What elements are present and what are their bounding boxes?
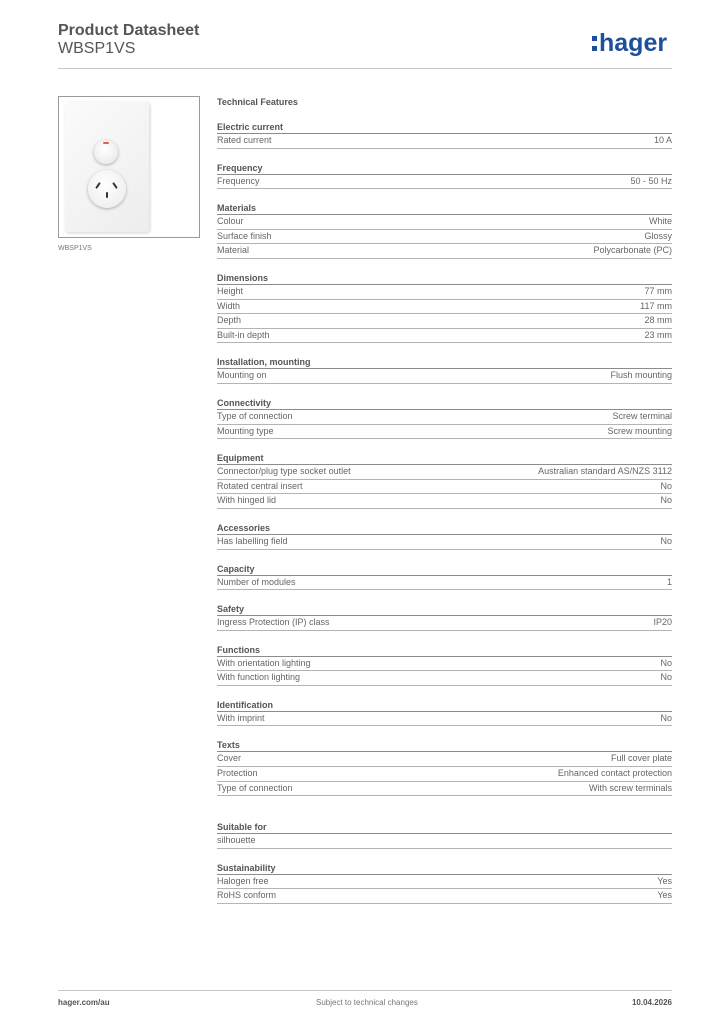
- spec-label: Frequency: [217, 175, 260, 186]
- socket-pin-earth: [106, 192, 108, 198]
- spec-label: Mounting type: [217, 425, 274, 436]
- spec-label: Halogen free: [217, 875, 269, 886]
- spec-group-title: Frequency: [217, 162, 672, 175]
- spec-group-title: Electric current: [217, 121, 672, 134]
- spec-row: [217, 329, 672, 344]
- brand-wordmark: hager: [599, 29, 668, 57]
- spec-group: [217, 272, 672, 343]
- spec-row: [217, 244, 672, 259]
- spec-value: No: [660, 535, 672, 546]
- spec-label: Number of modules: [217, 576, 296, 587]
- technical-features: [217, 96, 672, 904]
- spec-row: [217, 752, 672, 767]
- spec-group: [217, 202, 672, 259]
- spec-group-title: Connectivity: [217, 397, 672, 410]
- spec-group-title: Safety: [217, 603, 672, 616]
- spec-value: 117 mm: [640, 300, 672, 311]
- spec-group-title: Accessories: [217, 522, 672, 535]
- spec-label: With imprint: [217, 712, 265, 723]
- spec-group: [217, 121, 672, 149]
- spec-row: [217, 875, 672, 890]
- spec-label: Cover: [217, 753, 242, 764]
- spec-label: Type of connection: [217, 782, 293, 793]
- spec-row: [217, 712, 672, 727]
- spec-groups: [217, 121, 672, 904]
- spec-group-title: Identification: [217, 699, 672, 712]
- spec-value: 10 A: [653, 135, 672, 145]
- spec-label: Material: [217, 245, 250, 256]
- spec-group-title: Dimensions: [217, 272, 672, 285]
- footer-website: hager.com/au: [58, 998, 110, 1007]
- spec-label: Protection: [217, 768, 258, 779]
- spec-row: [217, 465, 672, 480]
- spec-row: [217, 175, 672, 190]
- spec-group-title: Equipment: [217, 452, 672, 465]
- spec-group: [217, 739, 672, 796]
- spec-label: Surface finish: [217, 230, 272, 241]
- spec-group: [217, 563, 672, 591]
- spec-value: 50 - 50 Hz: [630, 175, 672, 186]
- spec-row: [217, 671, 672, 686]
- switch-indicator-graphic: [103, 142, 109, 144]
- spec-value: No: [660, 495, 672, 506]
- spec-row: [217, 425, 672, 440]
- spec-row: [217, 134, 672, 149]
- spec-group: [217, 603, 672, 631]
- socket-pin-right: [112, 182, 118, 189]
- spec-value: No: [660, 480, 672, 491]
- footer-divider: [58, 990, 672, 991]
- spec-label: Width: [217, 300, 241, 311]
- spec-row: [217, 616, 672, 631]
- spec-label: Rated current: [217, 135, 272, 145]
- spec-label: With function lighting: [217, 672, 301, 683]
- spec-value: White: [648, 216, 672, 227]
- spec-value: Yes: [657, 875, 672, 886]
- spec-value: Screw terminal: [612, 410, 672, 421]
- spec-row: [217, 300, 672, 315]
- switch-button-graphic: [94, 140, 118, 164]
- spec-group-title: Functions: [217, 644, 672, 657]
- spec-group-title: Suitable for: [217, 821, 672, 834]
- spec-value: 1: [666, 576, 672, 587]
- footer-date: 10.04.2026: [631, 998, 672, 1007]
- spec-value: Yes: [657, 890, 672, 901]
- spec-value: 77 mm: [644, 285, 672, 296]
- spec-value: Full cover plate: [610, 753, 672, 764]
- product-image: [58, 96, 200, 238]
- spec-group: [217, 356, 672, 384]
- spec-group-title: Texts: [217, 739, 672, 752]
- spec-label: Depth: [217, 315, 242, 326]
- spec-label: Connector/plug type socket outlet: [217, 466, 351, 477]
- spec-label: RoHS conform: [217, 890, 277, 901]
- spec-group: [217, 644, 672, 686]
- spec-label: Has labelling field: [217, 535, 288, 546]
- page-title: Product Datasheet: [58, 22, 200, 39]
- spec-row: [217, 230, 672, 245]
- spec-group: [217, 397, 672, 439]
- spec-row: [217, 215, 672, 230]
- spec-value: No: [660, 672, 672, 683]
- spec-group: [217, 522, 672, 550]
- spec-group: [217, 162, 672, 190]
- spec-group-title: Capacity: [217, 563, 672, 576]
- spec-label: With hinged lid: [217, 495, 277, 506]
- spec-label: Type of connection: [217, 410, 293, 421]
- spec-value: IP20: [653, 617, 672, 628]
- spec-value: No: [660, 712, 672, 723]
- spec-value: Enhanced contact protection: [557, 768, 672, 779]
- spec-row: [217, 285, 672, 300]
- spec-value: 28 mm: [644, 315, 672, 326]
- spec-row: [217, 834, 672, 849]
- spec-row: [217, 369, 672, 384]
- socket-outlet-graphic: [88, 170, 126, 208]
- spec-label: Height: [217, 285, 244, 296]
- technical-features-heading: Technical Features: [217, 97, 298, 107]
- spec-group-title: Materials: [217, 202, 672, 215]
- spec-label: Colour: [217, 216, 244, 227]
- switch-plate-image: [65, 102, 149, 232]
- spec-label: With orientation lighting: [217, 657, 311, 668]
- spec-group: [217, 452, 672, 509]
- spec-value: With screw terminals: [588, 782, 672, 793]
- spec-value: No: [660, 657, 672, 668]
- spec-group: [217, 699, 672, 727]
- footer-note: Subject to technical changes: [316, 998, 418, 1007]
- spec-label: Rotated central insert: [217, 480, 303, 491]
- spec-group: [217, 862, 672, 904]
- spec-group: [217, 821, 672, 849]
- spec-group-title: Installation, mounting: [217, 356, 672, 369]
- spec-value: Screw mounting: [607, 425, 672, 436]
- spec-row: [217, 782, 672, 797]
- socket-pin-left: [95, 182, 101, 189]
- hager-logo: [592, 25, 680, 59]
- spec-label: Ingress Protection (IP) class: [217, 617, 330, 628]
- spec-row: [217, 480, 672, 495]
- header-divider: [58, 68, 672, 69]
- spec-label: Built-in depth: [217, 329, 270, 340]
- spec-row: [217, 410, 672, 425]
- spec-row: [217, 657, 672, 672]
- spec-row: [217, 314, 672, 329]
- spec-value: Flush mounting: [610, 370, 672, 381]
- spec-row: [217, 576, 672, 591]
- spec-label: silhouette: [217, 835, 256, 846]
- spec-value: Polycarbonate (PC): [593, 245, 672, 256]
- product-image-caption: WBSP1VS: [58, 245, 92, 252]
- spec-value: Australian standard AS/NZS 3112: [538, 466, 672, 477]
- spec-group-title: Sustainability: [217, 862, 672, 875]
- spec-label: Mounting on: [217, 370, 267, 381]
- product-code: WBSP1VS: [58, 40, 136, 57]
- spec-row: [217, 767, 672, 782]
- spec-row: [217, 889, 672, 904]
- spec-row: [217, 494, 672, 509]
- spec-row: [217, 535, 672, 550]
- spec-value: 23 mm: [644, 329, 672, 340]
- spec-value: Glossy: [644, 230, 672, 241]
